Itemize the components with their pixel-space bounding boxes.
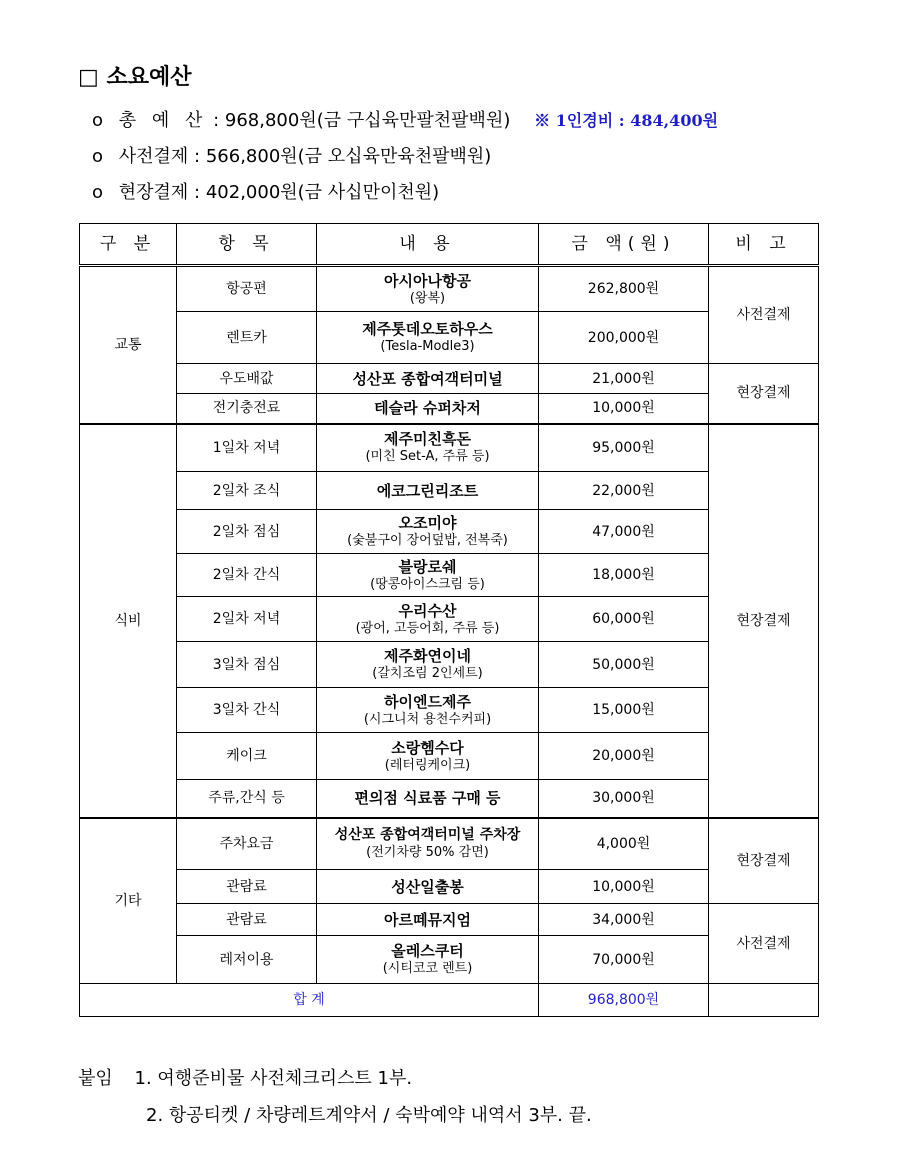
row-content-main: 제주미친흑돈 bbox=[384, 430, 471, 449]
row-content bbox=[317, 818, 539, 870]
row-content-main: 아시아나항공 bbox=[384, 271, 471, 290]
summary-onsite-value: : 402,000원(금 사십만이천원) bbox=[194, 182, 440, 203]
row-item: 주차요금 bbox=[177, 818, 317, 870]
row-content-main: 성산일출봉 bbox=[391, 877, 464, 896]
row-amount: 50,000원 bbox=[539, 642, 709, 688]
row-item: 주류,간식 등 bbox=[177, 780, 317, 818]
row-content-sub: (미친 Set-A, 주류 등) bbox=[365, 449, 490, 465]
header-category: 구 분 bbox=[80, 224, 177, 266]
row-content-sub: (시그니처 용천수커피) bbox=[363, 711, 492, 727]
table-row bbox=[80, 554, 819, 597]
row-amount: 18,000원 bbox=[539, 554, 709, 597]
row-content-sub: (광어, 고등어회, 주류 등) bbox=[355, 620, 500, 636]
table-row bbox=[80, 780, 819, 818]
row-content-main: 테슬라 슈퍼차저 bbox=[374, 399, 481, 418]
row-content-sub: (시티코코 렌트) bbox=[382, 961, 473, 976]
row-content-sub: (숯불구이 장어덮밥, 전복죽) bbox=[347, 533, 508, 548]
total-amount: 968,800원 bbox=[539, 984, 709, 1017]
row-content-sub: (전기차량 50% 감면) bbox=[366, 845, 489, 861]
row-content-main: 제주톳데오토하우스 bbox=[362, 320, 493, 338]
row-amount: 47,000원 bbox=[539, 510, 709, 554]
row-content-main: 아르떼뮤지엄 bbox=[384, 910, 471, 929]
row-content-main: 성산포 종합여객터미널 bbox=[352, 369, 503, 388]
row-amount: 95,000원 bbox=[539, 424, 709, 472]
row-item: 우도배값 bbox=[177, 364, 317, 394]
attachment-line-1 bbox=[78, 1064, 412, 1090]
table-row bbox=[80, 424, 819, 472]
row-amount: 4,000원 bbox=[539, 818, 709, 870]
total-label: 합 계 bbox=[80, 984, 539, 1017]
row-content-main: 성산포 종합여객터미널 주차장 bbox=[334, 827, 521, 844]
row-content-main: 오조미야 bbox=[398, 514, 457, 532]
row-amount: 200,000원 bbox=[539, 312, 709, 364]
row-item: 3일차 점심 bbox=[177, 642, 317, 688]
attachment-item-1: 1. 여행준비물 사전체크리스트 1부. bbox=[134, 1068, 413, 1089]
row-amount: 30,000원 bbox=[539, 780, 709, 818]
row-item: 렌트카 bbox=[177, 312, 317, 364]
row-content-main: 제주화연이네 bbox=[384, 647, 471, 665]
table-header-row bbox=[80, 224, 819, 266]
row-content bbox=[317, 364, 539, 394]
row-item: 레저이용 bbox=[177, 936, 317, 984]
bullet-marker: ο bbox=[92, 146, 104, 167]
summary-total-line bbox=[92, 106, 718, 132]
row-content-main: 블랑로쉐 bbox=[398, 557, 457, 576]
total-row bbox=[80, 984, 819, 1017]
row-amount: 15,000원 bbox=[539, 688, 709, 733]
row-content bbox=[317, 642, 539, 688]
row-item: 관람료 bbox=[177, 870, 317, 904]
row-content bbox=[317, 266, 539, 312]
row-content-sub: (땅콩아이스크림 등) bbox=[370, 576, 485, 592]
attachment-item-2: 2. 항공티켓 / 차량레트계약서 / 숙박예약 내역서 3부. 끝. bbox=[146, 1105, 592, 1126]
table-row bbox=[80, 904, 819, 936]
row-item: 2일차 간식 bbox=[177, 554, 317, 597]
summary-total-label: 총 예 산 bbox=[118, 110, 208, 131]
row-content-sub: (Tesla-Modle3) bbox=[380, 339, 475, 354]
section-title: □ 소요예산 bbox=[78, 65, 192, 90]
remark-onsite: 현장결제 bbox=[709, 424, 819, 818]
row-content-main: 우리수산 bbox=[398, 601, 457, 620]
header-content: 내 용 bbox=[317, 224, 539, 266]
header-remark: 비 고 bbox=[709, 224, 819, 266]
row-item: 케이크 bbox=[177, 733, 317, 780]
row-amount: 34,000원 bbox=[539, 904, 709, 936]
bullet-marker: ο bbox=[92, 110, 104, 131]
remark-prepaid: 사전결제 bbox=[709, 904, 819, 984]
row-amount: 22,000원 bbox=[539, 472, 709, 510]
row-content bbox=[317, 780, 539, 818]
row-amount: 262,800원 bbox=[539, 266, 709, 312]
row-item: 1일차 저녁 bbox=[177, 424, 317, 472]
header-amount: 금 액(원) bbox=[539, 224, 709, 266]
row-content bbox=[317, 424, 539, 472]
row-amount: 60,000원 bbox=[539, 597, 709, 642]
row-content bbox=[317, 936, 539, 984]
header-item: 항 목 bbox=[177, 224, 317, 266]
row-content bbox=[317, 394, 539, 424]
remark-onsite: 현장결제 bbox=[709, 818, 819, 904]
row-content bbox=[317, 688, 539, 733]
row-content bbox=[317, 554, 539, 597]
table-row bbox=[80, 394, 819, 424]
row-content-main: 편의점 식료품 구매 등 bbox=[354, 789, 501, 808]
table-row bbox=[80, 266, 819, 312]
row-content-sub: (왕복) bbox=[409, 290, 446, 306]
row-content-main: 에코그린리조트 bbox=[376, 481, 479, 500]
table-row bbox=[80, 870, 819, 904]
group-transport: 교통 bbox=[80, 266, 177, 424]
row-content-main: 하이엔드제주 bbox=[384, 692, 471, 711]
row-amount: 20,000원 bbox=[539, 733, 709, 780]
table-row bbox=[80, 510, 819, 554]
total-remark-empty bbox=[709, 984, 819, 1017]
table-row bbox=[80, 312, 819, 364]
summary-total-value: : 968,800원(금 구십육만팔천팔백원) bbox=[213, 110, 511, 131]
row-amount: 10,000원 bbox=[539, 394, 709, 424]
summary-onsite-line bbox=[92, 178, 439, 204]
table-row bbox=[80, 597, 819, 642]
table-row bbox=[80, 733, 819, 780]
row-content bbox=[317, 870, 539, 904]
remark-prepaid: 사전결제 bbox=[709, 266, 819, 364]
row-content-sub: (갈치조림 2인세트) bbox=[372, 666, 483, 681]
row-amount: 10,000원 bbox=[539, 870, 709, 904]
row-content bbox=[317, 472, 539, 510]
remark-onsite: 현장결제 bbox=[709, 364, 819, 424]
summary-prepaid-value: : 566,800원(금 오십육만육천팔백원) bbox=[194, 146, 492, 167]
per-person-note: ※ 1인경비 : 484,400원 bbox=[534, 111, 719, 130]
table-row bbox=[80, 642, 819, 688]
row-content-main: 올레스쿠터 bbox=[391, 942, 464, 960]
row-amount: 21,000원 bbox=[539, 364, 709, 394]
group-food: 식비 bbox=[80, 424, 177, 818]
table-row bbox=[80, 688, 819, 733]
row-item: 항공편 bbox=[177, 266, 317, 312]
row-content bbox=[317, 510, 539, 554]
summary-onsite-label: 현장결제 bbox=[118, 182, 189, 203]
attachment-label: 붙임 bbox=[78, 1068, 113, 1089]
table-row bbox=[80, 364, 819, 394]
row-amount: 70,000원 bbox=[539, 936, 709, 984]
budget-table bbox=[79, 223, 819, 1017]
summary-prepaid-label: 사전결제 bbox=[118, 146, 189, 167]
row-content bbox=[317, 733, 539, 780]
row-item: 관람료 bbox=[177, 904, 317, 936]
table-row bbox=[80, 936, 819, 984]
row-content-sub: (레터링케이크) bbox=[384, 757, 471, 773]
row-content bbox=[317, 597, 539, 642]
table-row bbox=[80, 472, 819, 510]
row-item: 2일차 점심 bbox=[177, 510, 317, 554]
group-etc: 기타 bbox=[80, 818, 177, 984]
row-content bbox=[317, 312, 539, 364]
summary-prepaid-line bbox=[92, 142, 491, 168]
row-item: 2일차 저녁 bbox=[177, 597, 317, 642]
attachment-line-2 bbox=[146, 1101, 592, 1127]
row-item: 3일차 간식 bbox=[177, 688, 317, 733]
table-row bbox=[80, 818, 819, 870]
row-item: 전기충전료 bbox=[177, 394, 317, 424]
row-content bbox=[317, 904, 539, 936]
bullet-marker: ο bbox=[92, 182, 104, 203]
row-content-main: 소랑헴수다 bbox=[391, 738, 464, 757]
row-item: 2일차 조식 bbox=[177, 472, 317, 510]
